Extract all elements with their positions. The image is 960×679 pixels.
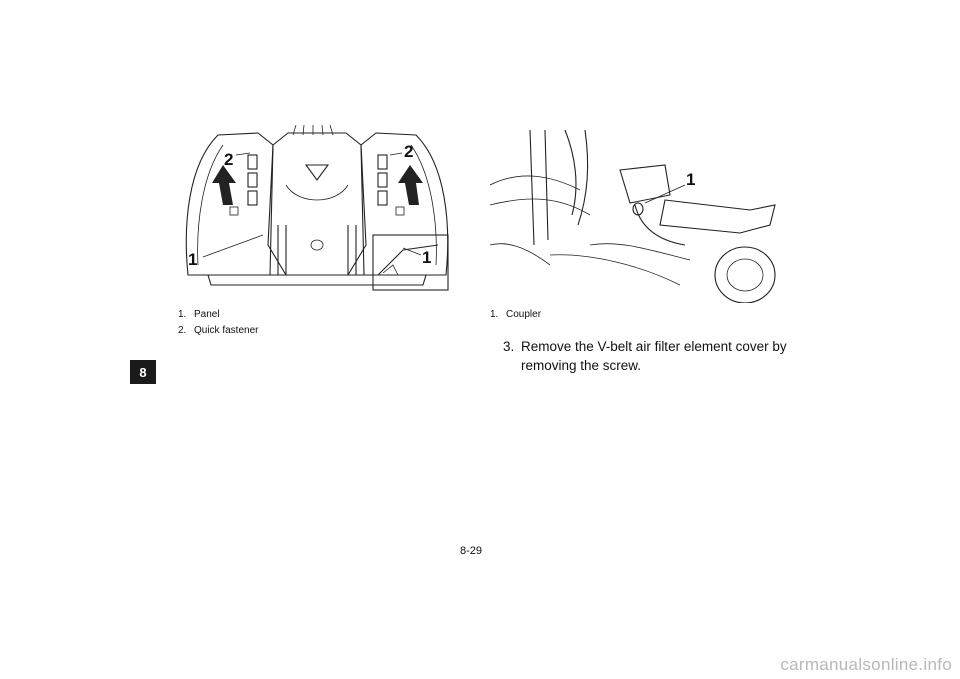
callout-1-inset: 1: [422, 248, 432, 267]
left-figure-caption: [178, 307, 258, 339]
step-text: Remove the V-belt air filter element cover by removing the screw.: [521, 339, 787, 373]
step-number: 3.: [503, 339, 515, 354]
coupler-illustration: [490, 125, 778, 303]
chapter-tab: 8: [130, 360, 156, 384]
callout-1-coupler: 1: [686, 170, 696, 189]
page-number: 8-29: [460, 545, 483, 557]
watermark: carmanualsonline.info: [780, 655, 952, 674]
callout-2-right: 2: [404, 142, 414, 161]
caption-item: 1. Coupler: [490, 309, 542, 320]
callout-1-left: 1: [188, 250, 198, 269]
caption-item: 2. Quick fastener: [178, 325, 259, 336]
callout-2-left: 2: [224, 150, 234, 169]
caption-item: 1. Panel: [178, 309, 220, 320]
step-3-instruction: [503, 337, 799, 375]
panel-illustration: [178, 125, 456, 303]
right-figure-caption: [490, 307, 541, 323]
